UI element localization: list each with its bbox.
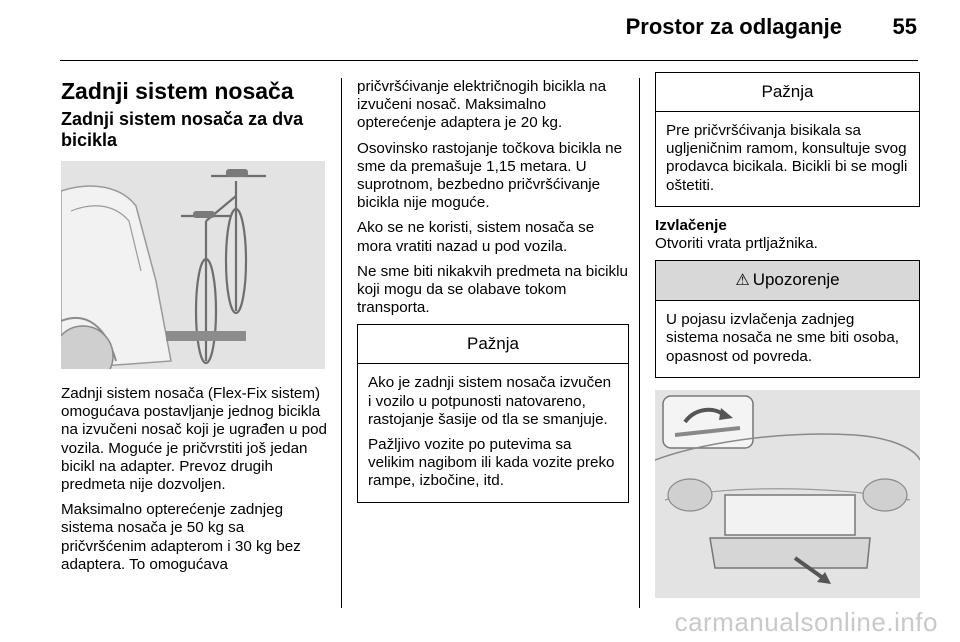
bike-carrier-drawing — [61, 161, 325, 369]
warning-header — [656, 261, 919, 301]
paragraph: Zadnji sistem nosača (Flex-Fix sistem) omogućava postavljanje jednog bicikla na izvučeni nosač koji je ugrađen u pod vozila. Moguće je pričvrstiti još jedan bicikl na adapter. Prevoz drugih predmeta nije dozvoljen. — [61, 385, 327, 494]
watermark: carmanualsonline.info — [674, 607, 938, 637]
column-divider-2 — [639, 78, 640, 608]
notice-text: Ako je zadnji sistem nosača izvučen i vozilo u potpunosti natovareno, rastojanje šasije od tla se smanjuje. — [368, 374, 612, 428]
section-title: Zadnji sistem nosača — [61, 78, 294, 104]
column-1 — [61, 78, 327, 581]
page-header-title: Prostor za odlaganje — [625, 14, 842, 39]
notice-title: Pažnja — [358, 325, 628, 364]
paragraph: Otvoriti vrata prtljažnika. — [655, 235, 818, 253]
extraction-drawing — [655, 390, 920, 598]
notice-text: Pre pričvršćivanja bisikala sa ugljeničnim ramom, konsultuje svog prodavca bicikala. Bicikli bi se mogli oštetiti. — [666, 122, 908, 194]
subsection-title: Zadnji sistem nosača za dva bicikla — [61, 109, 304, 150]
subheading: Izvlačenje — [655, 216, 727, 234]
column-2 — [357, 78, 629, 513]
notice-text: Pažljivo vozite po putevima sa velikim nagibom ili kada vozite preko rampe, izbočine, itd. — [368, 436, 615, 490]
column-3 — [655, 78, 920, 598]
bike-carrier-illustration — [61, 161, 325, 369]
notice-box — [655, 72, 920, 207]
page-number: 55 — [892, 14, 917, 39]
column-divider-1 — [341, 78, 342, 608]
paragraph: Maksimalno opterećenje zadnjeg sistema nosača je 50 kg sa pričvršćenim adapterom i 30 kg bez adaptera. To omogućava — [61, 501, 301, 573]
paragraph: Ne sme biti nikakvih predmeta na biciklu koji mogu da se olabave tokom transporta. — [357, 262, 628, 317]
warning-box — [655, 260, 920, 378]
notice-title: Pažnja — [656, 73, 919, 112]
paragraph: Ako se ne koristi, sistem nosača se mora vratiti nazad u pod vozila. — [357, 219, 595, 255]
extraction-illustration — [655, 390, 920, 598]
warning-title: Upozorenje — [752, 270, 840, 290]
notice-box — [357, 324, 629, 502]
warning-text: U pojasu izvlačenja zadnjeg sistema nosača ne sme biti osoba, opasnost od povreda. — [666, 311, 899, 365]
warning-triangle-icon: ⚠ — [735, 272, 750, 290]
paragraph: pričvršćivanje električnogih bicikla na izvučeni nosač. Maksimalno opterećenje adaptera je 20 kg. — [357, 78, 607, 132]
header-divider — [60, 60, 918, 61]
paragraph: Osovinsko rastojanje točkova bicikla ne sme da premašuje 1,15 metara. U suprotnom, bezbedno pričvršćivanje bicikla nije moguće. — [357, 139, 623, 212]
